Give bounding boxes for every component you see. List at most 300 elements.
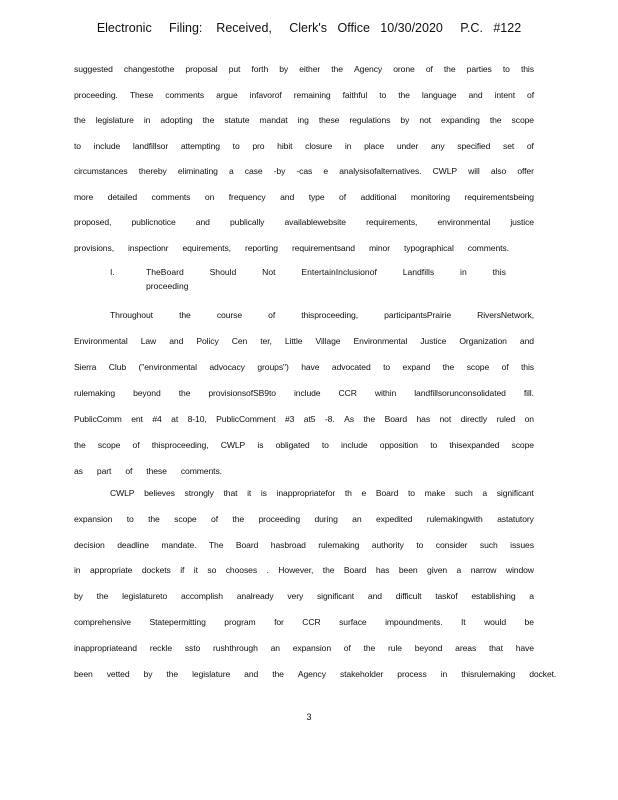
word: a <box>456 565 462 576</box>
word: proposed, <box>74 217 112 227</box>
word: #4 <box>152 414 162 424</box>
word: e <box>361 488 367 498</box>
word: not <box>419 115 431 125</box>
word: these <box>318 115 340 125</box>
word: mandat <box>259 115 288 125</box>
word: directly <box>460 414 488 424</box>
word: inappropriateand <box>74 642 137 653</box>
section-title-line1 <box>146 267 506 277</box>
word: groups") <box>257 362 289 372</box>
word: the <box>74 115 86 125</box>
word: comments <box>151 191 191 202</box>
word: in <box>344 140 352 151</box>
word: to <box>321 440 329 450</box>
word: appropriate <box>89 565 133 576</box>
word: Justice <box>420 336 447 346</box>
word: justice <box>510 217 534 227</box>
text-line <box>74 591 534 601</box>
word: such <box>479 539 498 550</box>
word: the <box>489 115 502 125</box>
word: parties <box>466 64 492 74</box>
word: attempting <box>180 140 220 151</box>
word: -cas <box>296 166 313 176</box>
word: the <box>148 513 160 524</box>
word: to <box>502 64 510 74</box>
word: landfillsorunconsolidated <box>414 388 506 398</box>
word: language <box>421 89 457 100</box>
word: in <box>143 115 151 125</box>
word: CCR <box>302 617 321 627</box>
word: rulemaking <box>74 388 116 398</box>
word: ruled <box>496 414 516 424</box>
page-number: 3 <box>306 712 312 722</box>
word: include <box>93 140 121 151</box>
word: hibit <box>277 140 293 151</box>
word: EntertainInclusionof <box>301 267 377 277</box>
word: Board <box>235 539 259 550</box>
word: either <box>299 64 321 74</box>
word: has <box>416 414 431 424</box>
text-line <box>74 141 534 151</box>
word: expanding <box>441 115 480 125</box>
word: fill. <box>523 388 534 398</box>
word: Throughout <box>110 310 153 320</box>
word: be <box>524 617 534 627</box>
word: issues <box>510 539 534 550</box>
word: that <box>488 642 503 653</box>
word: detailed <box>107 191 138 202</box>
text-line <box>74 115 534 125</box>
word: Policy <box>196 336 219 346</box>
word: scope <box>174 513 197 524</box>
word: expand <box>402 362 431 372</box>
word: part <box>96 466 112 476</box>
word: type <box>308 191 325 202</box>
word: to <box>74 140 81 151</box>
word: availablewebsite <box>284 217 346 227</box>
filing-header: Electronic Filing: Received, Clerk's Office 10/30/2020 P.C. #122 <box>96 21 522 35</box>
word: by <box>143 668 153 679</box>
word: comments. <box>180 466 222 476</box>
word: landfillsor <box>132 140 169 151</box>
word: include <box>341 440 368 450</box>
word: to <box>232 140 240 151</box>
word: Landfills <box>402 267 435 277</box>
word: e <box>323 166 329 176</box>
text-line <box>74 514 534 524</box>
text-line <box>74 192 534 202</box>
word: to <box>407 488 415 498</box>
word: also <box>490 166 507 176</box>
word: suggested <box>74 64 113 74</box>
word: Village <box>315 336 341 346</box>
word: thisrulemaking <box>461 668 516 679</box>
word: a <box>482 488 488 498</box>
word: advocacy <box>209 362 245 372</box>
word: beyond <box>414 642 443 653</box>
word: the <box>443 64 456 74</box>
word: as <box>74 466 83 476</box>
word: and <box>280 191 295 202</box>
word: program <box>224 617 256 627</box>
word: to <box>379 89 387 100</box>
text-line <box>74 166 534 176</box>
word: to <box>126 513 134 524</box>
word: in <box>74 565 81 576</box>
word: of <box>526 140 534 151</box>
word: areas <box>455 642 477 653</box>
word: TheBoard <box>146 267 184 277</box>
text-line <box>74 565 534 575</box>
word: set <box>503 140 515 151</box>
text-line <box>74 217 534 227</box>
word: the <box>202 115 215 125</box>
word: expedited <box>375 513 413 524</box>
word: will <box>468 166 480 176</box>
word: ent <box>131 414 143 424</box>
section-number: I. <box>110 267 115 277</box>
word: legislature <box>192 668 231 679</box>
word: legislatureto <box>122 591 168 602</box>
word: and <box>169 336 184 346</box>
word: on <box>524 414 534 424</box>
word: and <box>367 591 382 602</box>
text-line <box>74 617 534 627</box>
word: Agency <box>297 668 326 679</box>
word: of <box>527 89 534 100</box>
word: statute <box>224 115 250 125</box>
text-line <box>110 310 534 320</box>
word: that <box>223 488 238 498</box>
word: window <box>505 565 534 576</box>
word: the <box>166 668 179 679</box>
word: argue <box>216 89 238 100</box>
word: the <box>363 414 376 424</box>
word: infavorof <box>249 89 282 100</box>
word: Agency <box>354 64 383 74</box>
word: it <box>247 488 252 498</box>
word: stakeholder <box>339 668 384 679</box>
word: provisionsofSB9to <box>208 388 276 398</box>
word: a <box>228 166 234 176</box>
word: for <box>274 617 284 627</box>
word: provisions, <box>74 242 114 253</box>
word: of <box>125 466 133 476</box>
word: reckle <box>149 642 173 653</box>
word: analysisofalternatives. <box>339 166 422 176</box>
word: of <box>425 64 433 74</box>
word: is <box>260 488 267 498</box>
word: intent <box>494 89 515 100</box>
word: a <box>529 591 534 602</box>
word: regulations <box>349 115 391 125</box>
word: 8-10, <box>187 414 207 424</box>
text-line <box>74 440 534 450</box>
word: docket. <box>529 668 557 679</box>
word: ("environmental <box>138 362 197 372</box>
word: any <box>431 140 445 151</box>
word: these <box>146 466 167 476</box>
word: of <box>501 362 509 372</box>
word: beyond <box>133 388 161 398</box>
word: Board <box>343 565 367 576</box>
word: and <box>244 668 259 679</box>
text-line <box>74 64 534 74</box>
word: an <box>352 513 362 524</box>
word: opposition <box>379 440 418 450</box>
word: consider <box>435 539 468 550</box>
word: comments. <box>467 242 509 253</box>
word: frequency <box>228 191 266 202</box>
word: of <box>268 310 276 320</box>
word: would <box>484 617 507 627</box>
word: under <box>396 140 419 151</box>
word: and <box>519 336 534 346</box>
word: Environmental <box>74 336 128 346</box>
text-line <box>74 362 534 372</box>
word: the <box>179 310 191 320</box>
word: Board <box>375 488 399 498</box>
word: proceeding <box>258 513 301 524</box>
word: by <box>400 115 410 125</box>
word: the <box>363 642 376 653</box>
word: the <box>272 668 284 679</box>
word: ter, <box>260 336 272 346</box>
word: thisproceeding, <box>151 440 209 450</box>
text-line <box>74 336 534 346</box>
word: it <box>193 565 198 576</box>
word: have <box>301 362 320 372</box>
word: orone <box>393 64 415 74</box>
word: and <box>195 217 210 227</box>
word: by <box>279 64 289 74</box>
word: Organization <box>459 336 507 346</box>
word: typographical <box>403 242 454 253</box>
word: given <box>427 565 448 576</box>
word: requirements, <box>366 217 418 227</box>
word: requirementsbeing <box>464 191 534 202</box>
word: CWLP <box>220 440 246 450</box>
word: thereby <box>138 166 167 176</box>
word: remaining <box>293 89 331 100</box>
word: rulemaking <box>318 539 360 550</box>
text-line <box>74 90 534 100</box>
word: very <box>287 591 304 602</box>
word: of <box>211 513 218 524</box>
word: Law <box>140 336 157 346</box>
word: has <box>375 565 390 576</box>
word: this <box>492 267 506 277</box>
word: make <box>424 488 446 498</box>
word: not <box>439 414 452 424</box>
text-line <box>74 243 534 253</box>
word: comprehensive <box>74 617 131 627</box>
word: astatutory <box>497 513 534 524</box>
word: course <box>216 310 243 320</box>
word: the <box>74 440 86 450</box>
word: ing <box>297 115 309 125</box>
word: case <box>244 166 263 176</box>
word: circumstances <box>74 166 128 176</box>
word: PublicComment <box>216 414 276 424</box>
text-line <box>74 668 557 679</box>
word: Club <box>108 362 127 372</box>
word: pro <box>252 140 265 151</box>
word: Cen <box>231 336 248 346</box>
word: the <box>178 388 191 398</box>
word: As <box>344 414 354 424</box>
word: scope <box>466 362 490 372</box>
word: CCR <box>338 388 357 398</box>
word: this <box>520 64 534 74</box>
word: on <box>204 191 215 202</box>
word: The <box>208 539 224 550</box>
word: changestothe <box>123 64 175 74</box>
word: -by <box>273 166 286 176</box>
word: additional <box>360 191 397 202</box>
word: strongly <box>184 488 214 498</box>
word: th <box>344 488 352 498</box>
word: comments <box>165 89 205 100</box>
word: to <box>383 362 391 372</box>
word: in <box>460 267 467 277</box>
word: #3 <box>284 414 295 424</box>
word: -8. <box>324 414 335 424</box>
word: scope <box>97 440 121 450</box>
word: to <box>416 539 424 550</box>
word: Sierra <box>74 362 97 372</box>
word: These <box>129 89 154 100</box>
text-line <box>74 388 534 398</box>
word: legislature <box>95 115 134 125</box>
word: believes <box>144 488 175 498</box>
word: environmental <box>437 217 491 227</box>
word: the <box>232 513 245 524</box>
word: the <box>331 64 343 74</box>
word: significant <box>496 488 534 498</box>
word: is <box>257 440 264 450</box>
word: obligated <box>275 440 310 450</box>
word: forth <box>251 64 269 74</box>
word: Statepermitting <box>149 617 206 627</box>
section-title-line2: proceeding <box>146 281 189 291</box>
word: thisexpanded <box>449 440 500 450</box>
word: impoundments. <box>385 617 443 627</box>
word: thisproceeding, <box>301 310 359 320</box>
word: proceeding. <box>74 89 118 100</box>
word: deadline <box>117 539 149 550</box>
word: ssto <box>184 642 201 653</box>
word: decision <box>74 539 105 550</box>
word: include <box>293 388 321 398</box>
word: difficult <box>395 591 422 602</box>
word: adopting <box>160 115 193 125</box>
text-line <box>74 540 534 550</box>
word: this <box>521 362 534 372</box>
word: Should <box>209 267 237 277</box>
word: Environmental <box>353 336 408 346</box>
word: expansion <box>292 642 331 653</box>
text-line <box>110 488 534 498</box>
word: monitoring <box>410 191 450 202</box>
word: surface <box>339 617 367 627</box>
word: minor <box>368 242 390 253</box>
word: proposal <box>185 64 218 74</box>
word: scope <box>511 115 534 125</box>
word: an <box>270 642 280 653</box>
word: analready <box>236 591 274 602</box>
word: Not <box>262 267 276 277</box>
word: during <box>314 513 338 524</box>
word: been <box>398 565 418 576</box>
word: put <box>228 64 241 74</box>
word: rushthrough <box>213 642 258 653</box>
word: hasbroad <box>270 539 306 550</box>
word: publicnotice <box>131 217 176 227</box>
text-line <box>74 414 534 424</box>
word: requirementsand <box>291 242 355 253</box>
word: inspectionr <box>127 242 169 253</box>
word: publically <box>229 217 265 227</box>
word: of <box>339 191 347 202</box>
word: Little <box>284 336 303 346</box>
word: authority <box>371 539 404 550</box>
word: so <box>207 565 217 576</box>
word: inappropriatefor <box>276 488 336 498</box>
word: Board <box>384 414 407 424</box>
word: participantsPrairie <box>384 310 452 320</box>
word: closure <box>305 140 333 151</box>
word: dockets <box>141 565 171 576</box>
text-line <box>74 643 534 653</box>
word: such <box>454 488 473 498</box>
word: However, <box>278 565 314 576</box>
word: the <box>96 591 109 602</box>
word: offer <box>517 166 534 176</box>
word: RiversNetwork, <box>477 310 534 320</box>
word: process <box>397 668 427 679</box>
word: specified <box>457 140 491 151</box>
word: at5 <box>303 414 316 424</box>
word: CWLP <box>432 166 458 176</box>
word: been <box>74 668 93 679</box>
word: . <box>266 565 269 576</box>
word: reporting <box>244 242 278 253</box>
word: rulemakingwith <box>426 513 483 524</box>
word: the <box>398 89 410 100</box>
word: establishing <box>471 591 516 602</box>
word: in <box>440 668 448 679</box>
word: significant <box>316 591 355 602</box>
word: chooses <box>225 565 258 576</box>
word: within <box>374 388 397 398</box>
word: of <box>343 642 351 653</box>
text-line <box>74 466 534 476</box>
word: by <box>74 591 83 602</box>
word: more <box>74 191 94 202</box>
word: CWLP <box>110 488 135 498</box>
word: vetted <box>106 668 130 679</box>
word: the <box>442 362 455 372</box>
word: to <box>430 440 438 450</box>
word: narrow <box>470 565 497 576</box>
word: eliminating <box>177 166 218 176</box>
word: PublicComm <box>74 414 122 424</box>
word: advocated <box>331 362 371 372</box>
word: have <box>515 642 534 653</box>
word: if <box>180 565 185 576</box>
word: and <box>468 89 483 100</box>
